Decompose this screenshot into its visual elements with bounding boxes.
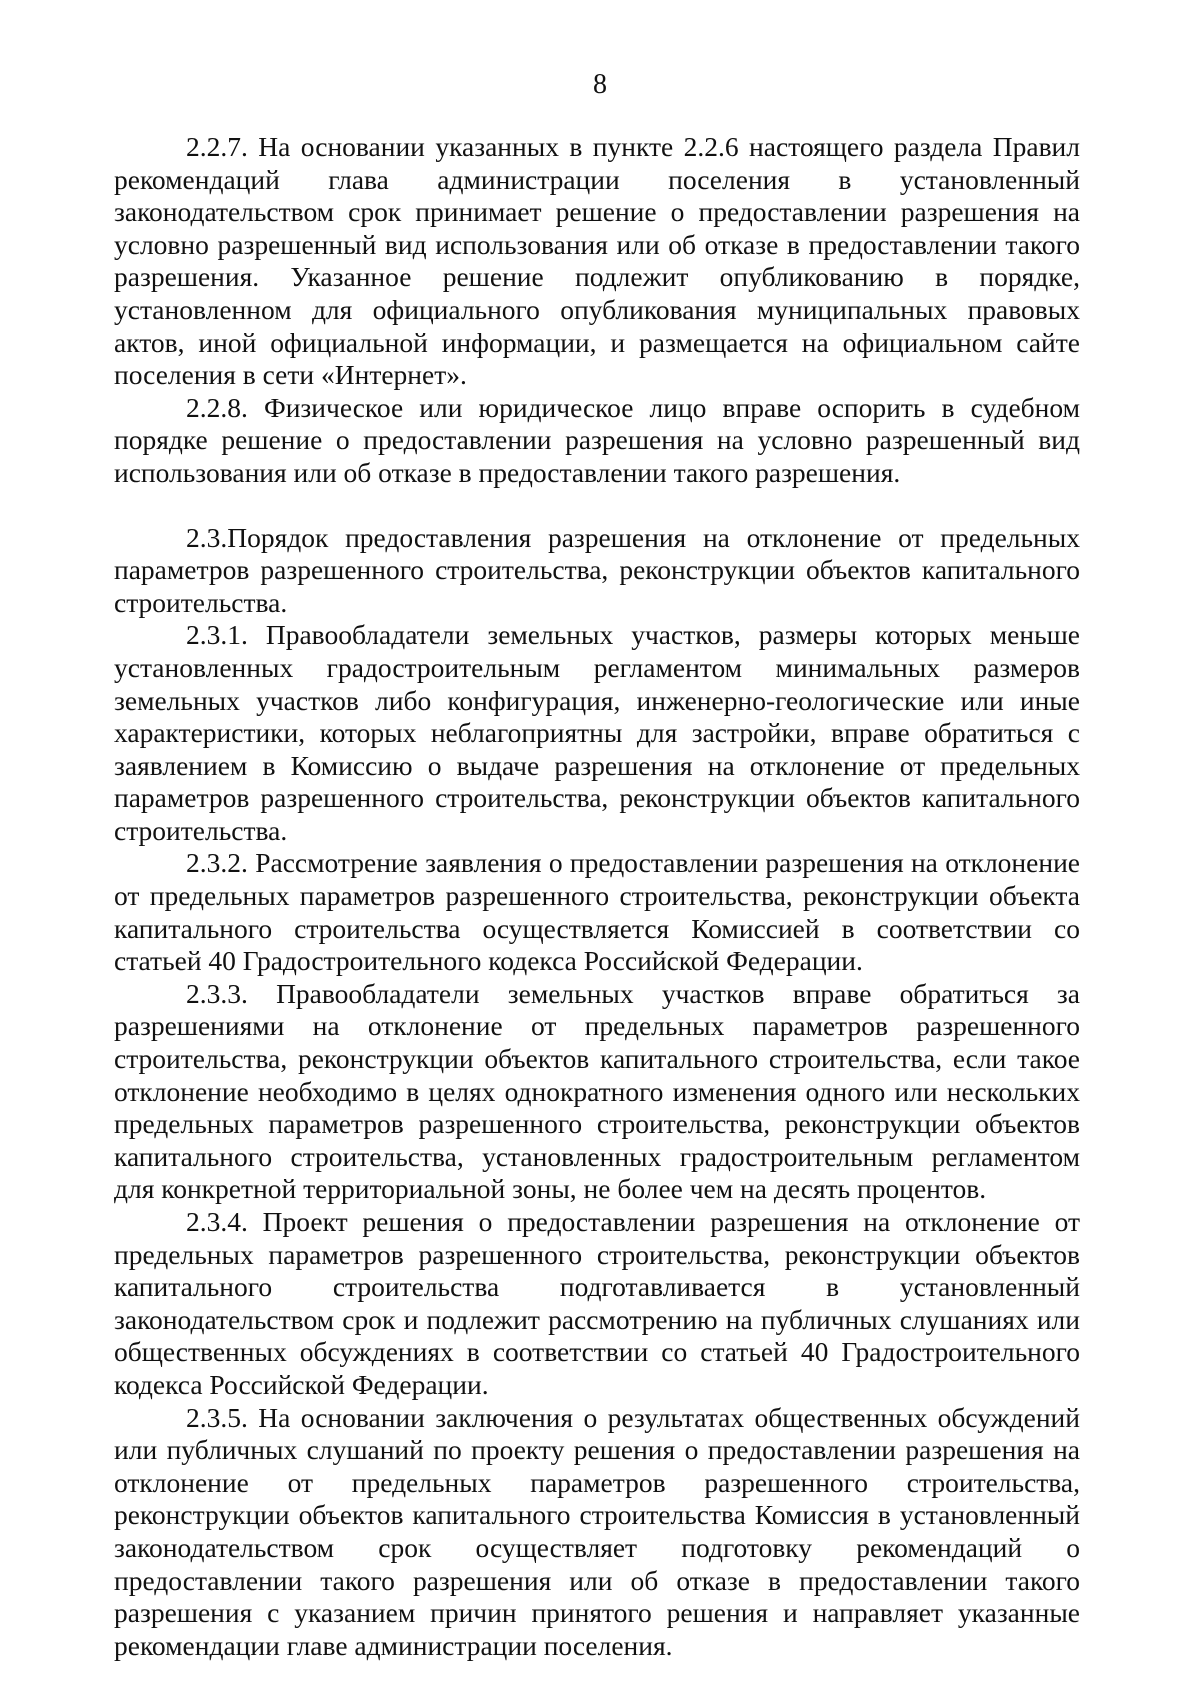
paragraph-2-2-8: 2.2.8. Физическое или юридическое лицо вправе оспорить в судебном порядке решение о предоставлении разрешения на условно разрешенный вид использования или об отказе в предоставлении такого разрешения. — [114, 391, 1080, 488]
paragraph-2-2-7: 2.2.7. На основании указанных в пункте 2.2.6 настоящего раздела Правил рекомендаций глава администрации поселения в установленный законодательством срок принимает решение о предоставлении разрешения на условно разрешенный вид использования или об отказе в предоставлении такого разрешения. Указанное решение подлежит опубликованию в порядке, установленном для официального опубликования муниципальных правовых актов, иной официальной информации, и размещается на официальном сайте поселения в сети «Интернет». — [114, 131, 1080, 391]
paragraph-2-3-1: 2.3.1. Правообладатели земельных участков, размеры которых меньше установленных градостроительным регламентом минимальных размеров земельных участков либо конфигурация, инженерно-геологические или иные характеристики, которых неблагоприятны для застройки, вправе обратиться с заявлением в Комиссию о выдаче разрешения на отклонение от предельных параметров разрешенного строительства, реконструкции объектов капитального строительства. — [114, 619, 1080, 846]
page-number: 8 — [593, 69, 607, 100]
paragraph-2-3-3: 2.3.3. Правообладатели земельных участков вправе обратиться за разрешениями на отклонение от предельных параметров разрешенного строительства, реконструкции объектов капитального строительства, если такое отклонение необходимо в целях однократного изменения одного или нескольких предельных параметров разрешенного строительства, реконструкции объектов капитального строительства, установленных градостроительным регламентом для конкретной территориальной зоны, не более чем на десять процентов. — [114, 977, 1080, 1205]
section-heading-2-3: 2.3.Порядок предоставления разрешения на отклонение от предельных параметров разрешенного строительства, реконструкции объектов капитального строительства. — [114, 521, 1080, 618]
paragraph-2-3-5: 2.3.5. На основании заключения о результатах общественных обсуждений или публичных слушаний по проекту решения о предоставлении разрешения на отклонение от предельных параметров разрешенного строительства, реконструкции объектов капитального строительства Комиссия в установленный законодательством срок осуществляет подготовку рекомендаций о предоставлении такого разрешения или об отказе в предоставлении такого разрешения с указанием причин принятого решения и направляет указанные рекомендации главе администрации поселения. — [114, 1401, 1080, 1661]
section-spacer — [114, 490, 1080, 522]
document-body — [114, 131, 1080, 1662]
paragraph-2-3-2: 2.3.2. Рассмотрение заявления о предоставлении разрешения на отклонение от предельных параметров разрешенного строительства, реконструкции объекта капитального строительства осуществляется Комиссией в соответствии со статьей 40 Градостроительного кодекса Российской Федерации. — [114, 847, 1080, 977]
paragraph-2-3-4: 2.3.4. Проект решения о предоставлении разрешения на отклонение от предельных параметров разрешенного строительства, реконструкции объектов капитального строительства подготавливается в установленный законодательством срок и подлежит рассмотрению на публичных слушаниях или общественных обсуждениях в соответствии со статьей 40 Градостроительного кодекса Российской Федерации. — [114, 1206, 1080, 1400]
